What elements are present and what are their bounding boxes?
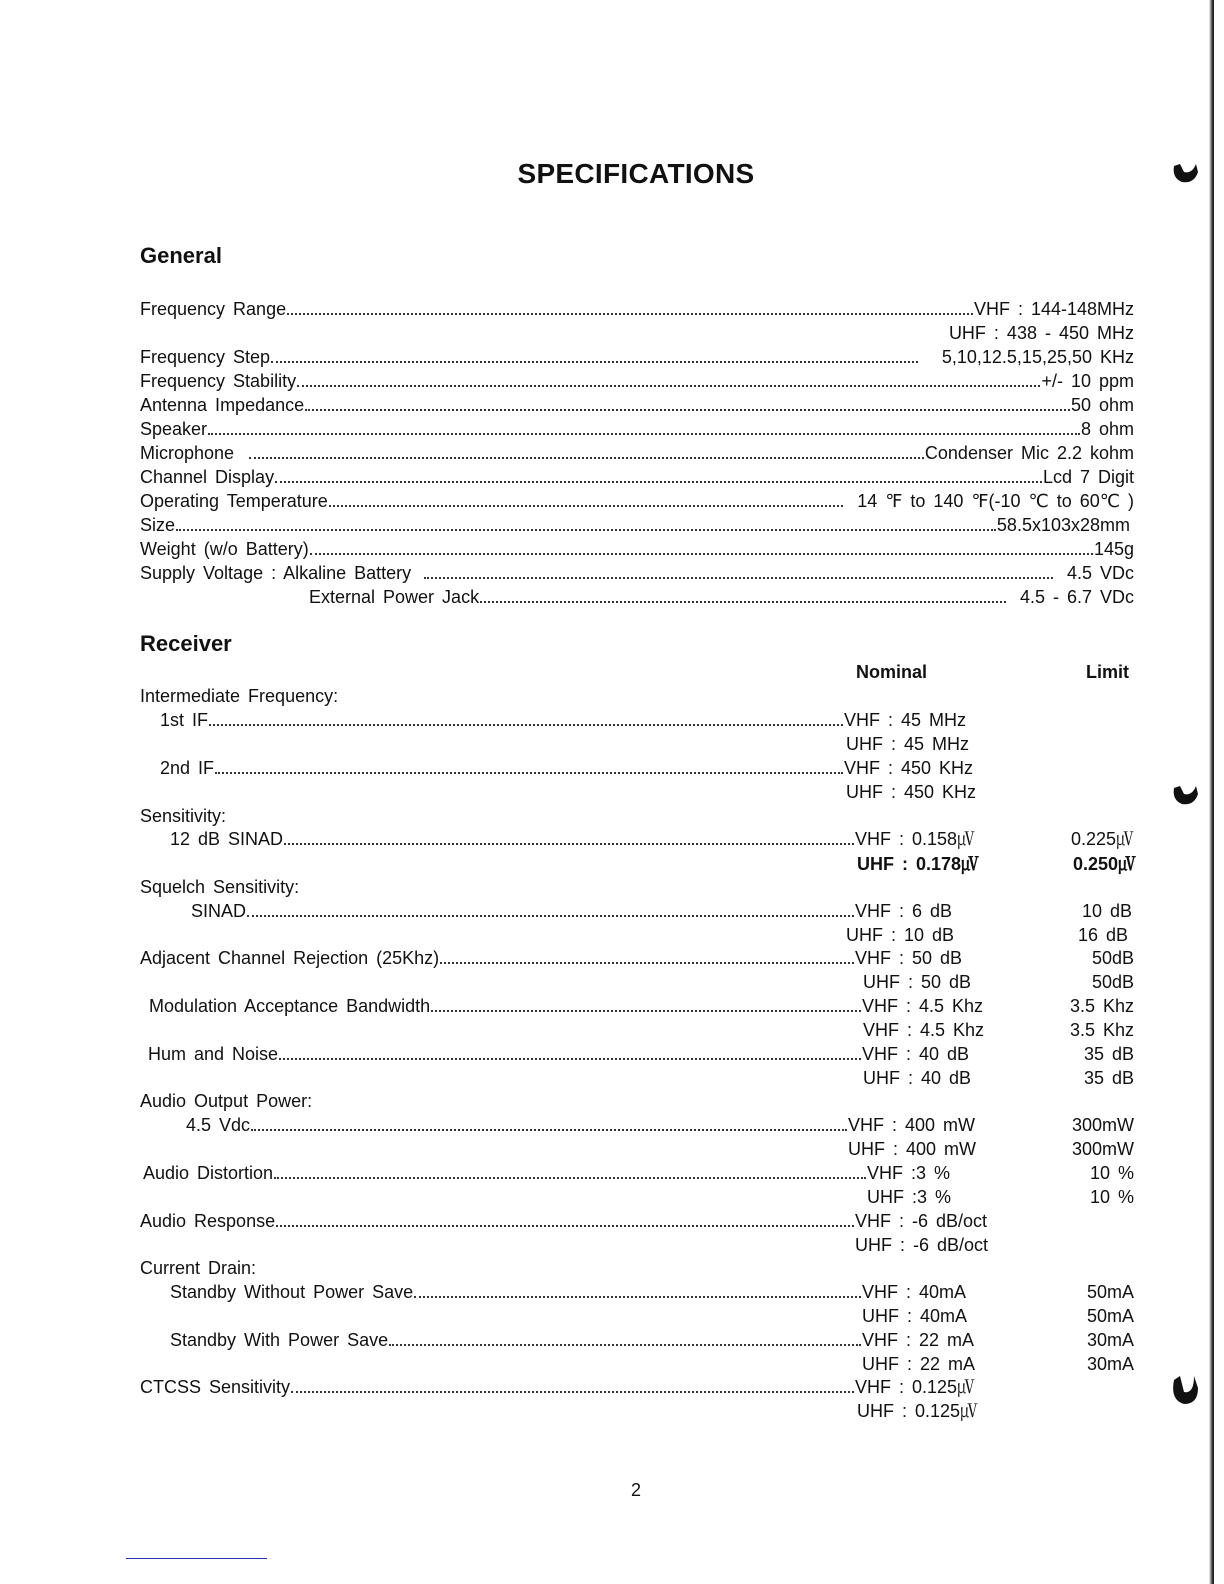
nominal-value: UHF : 40mA xyxy=(862,1306,968,1326)
limit-value: 16 dB xyxy=(1077,925,1128,945)
spec-label: Operating Temperature xyxy=(140,491,328,511)
spec-label: 12 dB SINAD xyxy=(170,829,284,849)
spec-label: Modulation Acceptance Bandwidth xyxy=(149,996,431,1016)
spec-value: 4.5 - 6.7 VDc xyxy=(1019,587,1134,607)
page-edge-shadow xyxy=(1209,0,1214,1584)
spec-value: 58.5x103x28mm xyxy=(996,515,1130,535)
spec-label: Weight (w/o Battery) xyxy=(140,539,309,559)
leader-dots xyxy=(276,1209,854,1227)
spec-value: VHF : 144-148MHz xyxy=(973,299,1134,319)
spec-row-size xyxy=(140,513,1130,537)
receiver-row xyxy=(160,756,1014,780)
nominal-value: UHF :3 % xyxy=(867,1187,952,1207)
spec-value: +/- 10 ppm xyxy=(1041,371,1134,391)
nominal-value: VHF : 0.125㎶ xyxy=(855,1377,976,1397)
limit-value: 10 % xyxy=(1089,1163,1134,1183)
leader-dots xyxy=(275,465,1042,483)
limit-value: 10 % xyxy=(1089,1187,1134,1207)
spec-label: Channel Display xyxy=(140,467,275,487)
limit-value: 0.225㎶ xyxy=(1070,829,1134,849)
spec-label: 4.5 Vdc xyxy=(186,1115,251,1135)
nominal-value: UHF : 50 dB xyxy=(863,972,972,992)
nominal-value: VHF : 45 MHz xyxy=(844,710,967,730)
nominal-value: VHF : 50 dB xyxy=(855,948,963,968)
receiver-row xyxy=(170,827,1025,851)
receiver-row xyxy=(170,1328,1032,1352)
leader-dots xyxy=(247,899,854,917)
leader-dots xyxy=(274,1161,866,1179)
nominal-value: UHF : 45 MHz xyxy=(846,734,970,754)
nominal-value: UHF : 22 mA xyxy=(862,1354,976,1374)
spec-row-frequency-range-uhf xyxy=(700,321,1134,345)
spec-row-supply-voltage-alkaline xyxy=(140,561,1134,585)
receiver-group-label: Squelch Sensitivity: xyxy=(140,877,300,897)
receiver-row xyxy=(140,1375,1025,1399)
spec-label: Frequency Step xyxy=(140,347,271,367)
limit-value: 35 dB xyxy=(1083,1068,1134,1088)
leader-dots xyxy=(305,393,1070,411)
leader-dots xyxy=(297,369,1040,387)
leader-dots xyxy=(251,1113,847,1131)
spec-label: Supply Voltage : Alkaline Battery xyxy=(140,563,412,583)
receiver-row xyxy=(160,708,1014,732)
spec-label: External Power Jack xyxy=(309,587,480,607)
spec-label: Audio Response xyxy=(140,1211,276,1231)
receiver-row xyxy=(140,946,1025,970)
spec-label: Audio Distortion xyxy=(143,1163,274,1183)
spec-label: 2nd IF xyxy=(160,758,215,778)
leader-dots xyxy=(310,537,1093,555)
nominal-value: VHF : 0.158㎶ xyxy=(855,829,976,849)
limit-value: 50mA xyxy=(1086,1306,1134,1326)
receiver-group-label: Sensitivity: xyxy=(140,806,227,826)
limit-value: 50dB xyxy=(1091,948,1134,968)
limit-value: 30mA xyxy=(1086,1354,1134,1374)
spec-label: Frequency Range xyxy=(140,299,287,319)
spec-label: Speaker xyxy=(140,419,208,439)
spec-label: 1st IF xyxy=(160,710,209,730)
binder-hole-mark-icon xyxy=(1170,160,1200,186)
spec-row-frequency-step xyxy=(140,345,1134,369)
nominal-value: UHF : -6 dB/oct xyxy=(855,1235,989,1255)
nominal-value: VHF : 4.5 Khz xyxy=(863,1020,985,1040)
nominal-value: VHF : 450 KHz xyxy=(844,758,974,778)
leader-dots xyxy=(291,1375,854,1393)
spec-row-weight xyxy=(140,537,1134,561)
leader-dots xyxy=(249,441,924,459)
spec-label: CTCSS Sensitivity xyxy=(140,1377,291,1397)
leader-dots xyxy=(284,827,854,845)
nominal-value: UHF : 0.125㎶ xyxy=(857,1401,979,1421)
spec-row-microphone xyxy=(140,441,1134,465)
binder-hole-mark-icon xyxy=(1170,1374,1200,1408)
nominal-value: VHF : 6 dB xyxy=(855,901,953,921)
spec-value: 50 ohm xyxy=(1070,395,1134,415)
leader-dots xyxy=(424,561,1053,579)
spec-value: Lcd 7 Digit xyxy=(1042,467,1134,487)
limit-value: 0.250㎶ xyxy=(1072,854,1136,874)
spec-label: SINAD xyxy=(191,901,247,921)
leader-dots xyxy=(209,708,843,726)
receiver-row xyxy=(140,1209,1025,1233)
nominal-value: UHF : 450 KHz xyxy=(846,782,977,802)
spec-value: 8 ohm xyxy=(1080,419,1134,439)
receiver-row xyxy=(148,1042,1032,1066)
receiver-row xyxy=(143,1161,1037,1185)
nominal-value: VHF : 40mA xyxy=(862,1282,967,1302)
receiver-row xyxy=(186,1113,1018,1137)
nominal-value: UHF : 0.178㎶ xyxy=(857,854,980,874)
leader-dots xyxy=(279,1042,861,1060)
limit-value: 3.5 Khz xyxy=(1069,996,1134,1016)
receiver-group-label: Audio Output Power: xyxy=(140,1091,313,1111)
spec-row-operating-temperature xyxy=(140,489,1134,513)
limit-value: 35 dB xyxy=(1083,1044,1134,1064)
section-heading-general: General xyxy=(140,243,222,268)
leader-dots xyxy=(414,1280,861,1298)
spec-row-antenna-impedance xyxy=(140,393,1134,417)
spec-value: 5,10,12.5,15,25,50 KHz xyxy=(941,347,1134,367)
leader-dots xyxy=(389,1328,861,1346)
spec-value: Condenser Mic 2.2 kohm xyxy=(924,443,1134,463)
leader-dots xyxy=(440,946,854,964)
leader-dots xyxy=(271,345,918,363)
spec-label: Size xyxy=(140,515,176,535)
spec-value: 4.5 VDc xyxy=(1066,563,1134,583)
column-header-nominal: Nominal xyxy=(856,662,928,682)
spec-row-supply-voltage-external xyxy=(309,585,1134,609)
leader-dots xyxy=(208,417,1080,435)
spec-label: Standby Without Power Save xyxy=(170,1282,414,1302)
spec-value: 14 ℉ to 140 ℉(-10 ℃ to 60℃ ) xyxy=(857,491,1134,511)
leader-dots xyxy=(431,994,861,1012)
leader-dots xyxy=(215,756,843,774)
spec-label: Hum and Noise xyxy=(148,1044,279,1064)
section-heading-receiver: Receiver xyxy=(140,631,232,656)
spec-label: Frequency Stability xyxy=(140,371,297,391)
limit-value: 30mA xyxy=(1086,1330,1134,1350)
nominal-value: VHF :3 % xyxy=(867,1163,951,1183)
receiver-group-label: Intermediate Frequency: xyxy=(140,686,339,706)
footnote-rule xyxy=(126,1558,267,1559)
nominal-value: UHF : 10 dB xyxy=(846,925,955,945)
nominal-value: VHF : 22 mA xyxy=(862,1330,975,1350)
limit-value: 3.5 Khz xyxy=(1069,1020,1134,1040)
receiver-row xyxy=(191,899,1025,923)
nominal-value: VHF : 4.5 Khz xyxy=(862,996,984,1016)
spec-row-speaker xyxy=(140,417,1134,441)
spec-label: Adjacent Channel Rejection (25Khz) xyxy=(140,948,440,968)
spec-value: UHF : 438 - 450 MHz xyxy=(948,323,1134,343)
page-title: SPECIFICATIONS xyxy=(517,158,755,189)
binder-hole-mark-icon xyxy=(1170,782,1200,808)
limit-value: 10 dB xyxy=(1081,901,1132,921)
limit-value: 50mA xyxy=(1086,1282,1134,1302)
spec-label: Antenna Impedance xyxy=(140,395,305,415)
nominal-value: VHF : 40 dB xyxy=(862,1044,970,1064)
limit-value: 300mW xyxy=(1071,1115,1134,1135)
leader-dots xyxy=(480,585,1006,603)
nominal-value: UHF : 40 dB xyxy=(863,1068,972,1088)
limit-value: 300mW xyxy=(1071,1139,1134,1159)
spec-row-frequency-range xyxy=(140,297,1134,321)
leader-dots xyxy=(287,297,973,315)
leader-dots xyxy=(176,513,996,531)
spec-label: Microphone xyxy=(140,443,235,463)
spec-row-channel-display xyxy=(140,465,1134,489)
leader-dots xyxy=(329,489,843,507)
nominal-value: VHF : 400 mW xyxy=(848,1115,976,1135)
receiver-row xyxy=(170,1280,1032,1304)
receiver-group-label: Current Drain: xyxy=(140,1258,257,1278)
spec-value: 145g xyxy=(1093,539,1134,559)
page-number: 2 xyxy=(630,1480,641,1500)
nominal-value: VHF : -6 dB/oct xyxy=(855,1211,988,1231)
spec-label: Standby With Power Save xyxy=(170,1330,389,1350)
limit-value: 50dB xyxy=(1091,972,1134,992)
nominal-value: UHF : 400 mW xyxy=(848,1139,977,1159)
column-header-limit: Limit xyxy=(1086,662,1129,682)
spec-row-frequency-stability xyxy=(140,369,1134,393)
receiver-row xyxy=(149,994,1032,1018)
